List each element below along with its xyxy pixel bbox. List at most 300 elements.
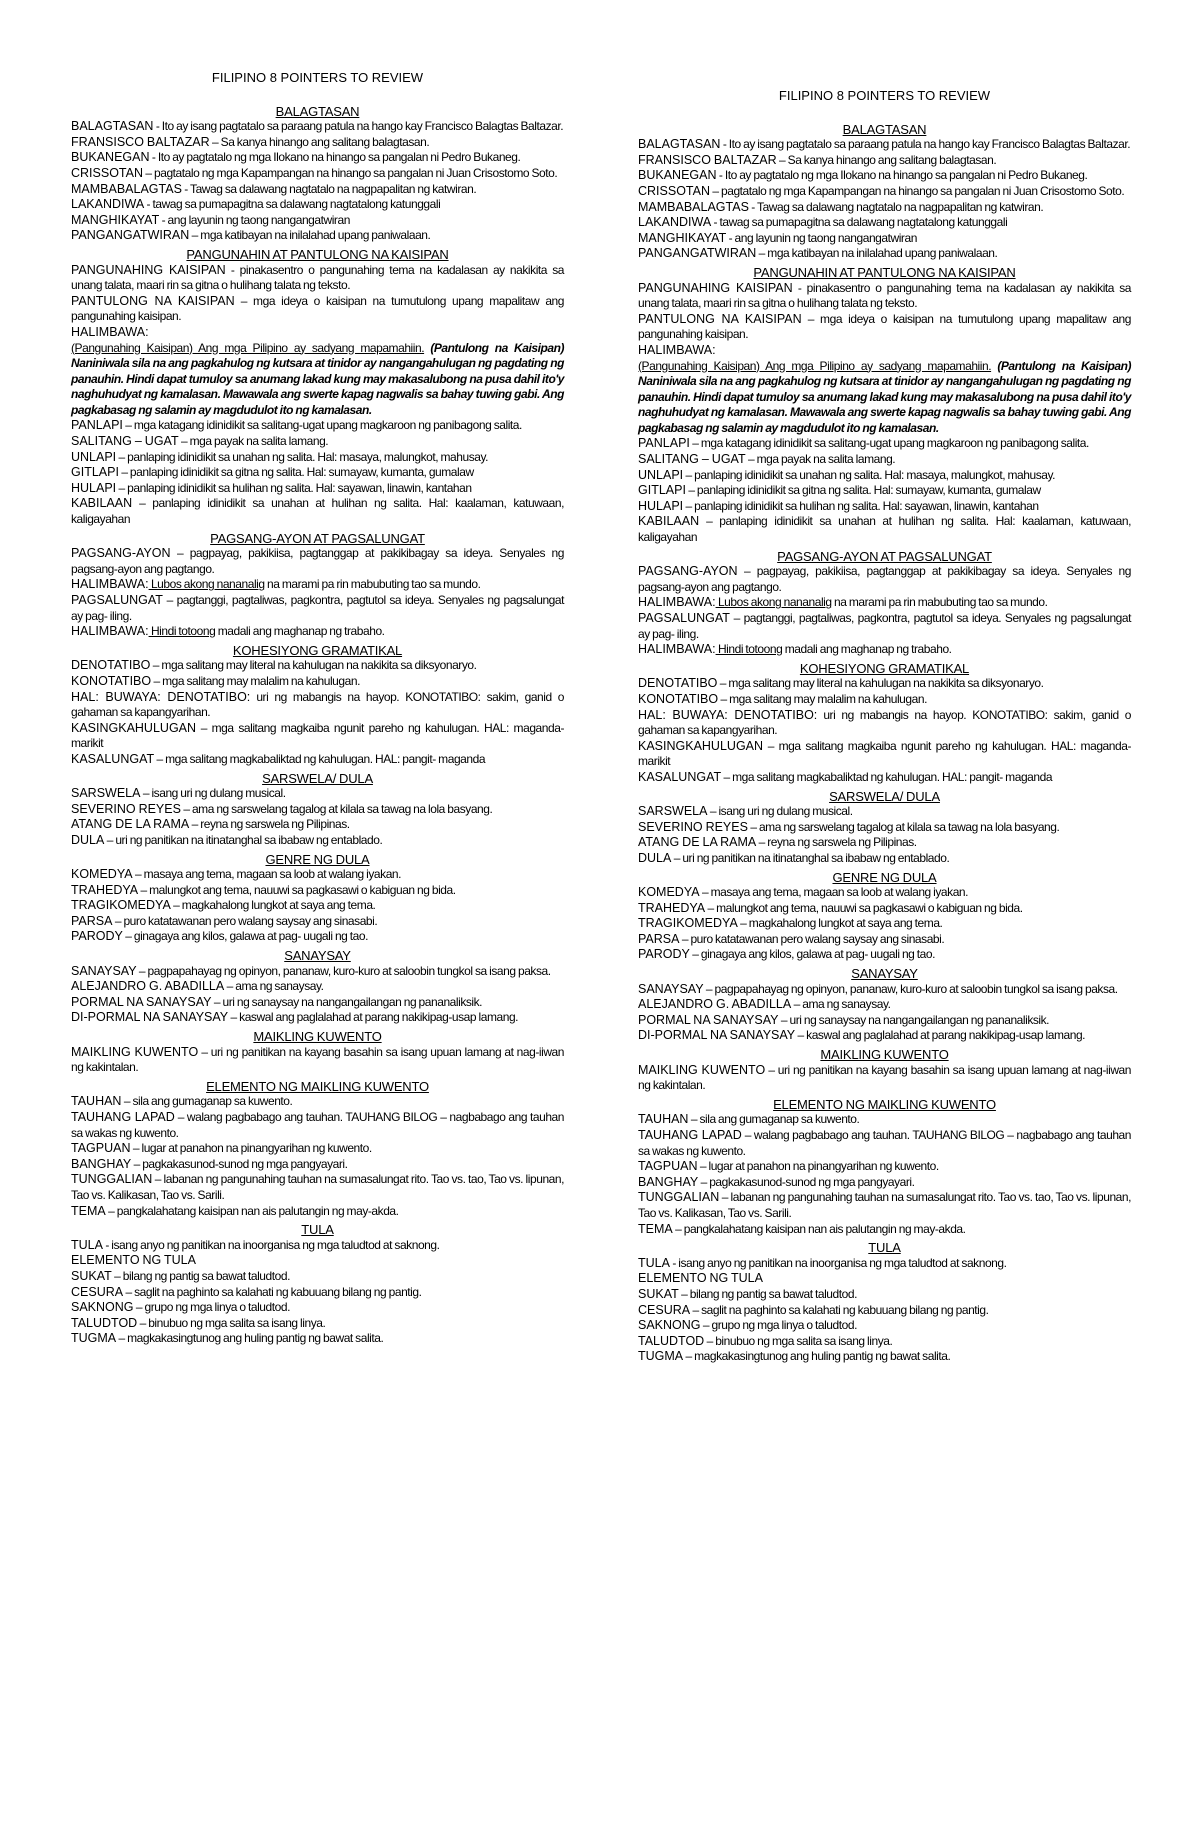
definition-term: TEMA — [71, 1203, 106, 1218]
definition-paragraph — [71, 1316, 564, 1332]
definition-term: DULA — [71, 832, 105, 847]
definition-paragraph — [638, 642, 1131, 658]
definition-term: MANGHIKAYAT — [71, 212, 160, 227]
document-title — [638, 88, 1131, 104]
definition-paragraph — [638, 916, 1131, 932]
definition-term: KASALUNGAT — [71, 751, 155, 766]
italic-example: (Pantulong na Kaisipan) Naniniwala sila na ang pagkahulog ng kutsara at tinidor ay nangangahulugan ng pagdating ng panauhin. Hindi dapat tumuloy sa anumang lakad kung may makasalubong na pusa dahil ito'y naghuhudyat ng kamalasan. Mawawala ang swerte kapag nagwalis sa bahay tuwing gabi. Ang pagkabasag ng salamin ay magdudulot ito ng kamalasan. — [638, 358, 1132, 435]
definition-term: UNLAPI — [71, 449, 117, 464]
definition-term: CRISSOTAN — [638, 183, 710, 198]
definition-paragraph — [71, 1141, 564, 1157]
definition-text: – mga katagang idinidikit sa salitang-ugat upang magkaroon ng panibagong salita. — [122, 418, 522, 433]
definition-term: DI-PORMAL NA SANAYSAY — [71, 1010, 229, 1025]
definition-paragraph — [638, 739, 1131, 770]
definition-paragraph — [638, 901, 1131, 917]
definition-paragraph — [71, 496, 564, 527]
definition-term: CRISSOTAN — [71, 165, 143, 180]
definition-term: MAMBABALAGTAS — [71, 181, 182, 196]
definition-paragraph — [638, 595, 1131, 611]
definition-term: HAL: BUWAYA: DENOTATIBO: — [71, 689, 251, 704]
definition-term: HALIMBAWA: — [638, 342, 716, 357]
definition-text: – ama ng sanaysay. — [791, 997, 891, 1012]
definition-term: TUGMA — [638, 1349, 684, 1364]
definition-paragraph — [71, 481, 564, 497]
definition-text: – isang uri ng dulang musical. — [707, 804, 853, 819]
definition-term: PANGANGATWIRAN — [71, 228, 190, 243]
definition-text: - pinakasentro o pangunahing tema na kadalasan ay nakikita sa unang talata, maari rin sa gitna o hulihang talata ng teksto. — [638, 280, 1132, 311]
definition-paragraph — [638, 997, 1131, 1013]
definition-term: KASALUNGAT — [638, 769, 722, 784]
definition-term: FRANSISCO BALTAZAR — [71, 134, 210, 149]
definition-text: – mga katibayan na inilalahad upang paniwalaan. — [756, 246, 998, 261]
section-heading: ELEMENTO NG MAIKLING KUWENTO — [773, 1096, 996, 1112]
definition-text: – panlaping idinidikit sa hulihan ng salita. Hal: sayawan, linawin, kantahan — [683, 498, 1039, 513]
definition-paragraph — [71, 197, 564, 213]
definition-term: MANGHIKAYAT — [638, 230, 727, 245]
definition-text: - Ito ay pagtatalo ng mga Ilokano na hinango sa pangalan ni Pedro Bukaneg. — [149, 150, 521, 165]
definition-term: PAGSANG-AYON — [71, 546, 171, 561]
definition-paragraph — [71, 1204, 564, 1220]
definition-term: PANGUNAHING KAISIPAN — [638, 280, 793, 295]
definition-text: – uri ng sanaysay na nangangailangan ng pananaliksik. — [211, 994, 483, 1009]
definition-term: TAGPUAN — [638, 1159, 698, 1174]
definition-text: – pagtatalo ng mga Kapampangan na hinango sa pangalan ni Juan Crisostomo Soto. — [710, 183, 1125, 198]
definition-term: ELEMENTO NG TULA — [638, 1271, 763, 1286]
document-title — [71, 70, 564, 86]
definition-text: - pinakasentro o pangunahing tema na kadalasan ay nakikita sa unang talata, maari rin sa gitna o hulihang talata ng teksto. — [71, 262, 565, 293]
definition-paragraph — [638, 231, 1131, 247]
definition-term: TALUDTOD — [638, 1333, 705, 1348]
definition-text: – mga salitang magkaiba ngunit pareho ng kahulugan. HAL: maganda- marikit — [638, 738, 1131, 769]
definition-term: SANAYSAY — [71, 963, 137, 978]
definition-paragraph — [638, 692, 1131, 708]
definition-paragraph — [638, 851, 1131, 867]
definition-paragraph — [71, 1253, 564, 1269]
definition-term: PANLAPI — [71, 418, 123, 433]
definition-paragraph — [71, 721, 564, 752]
definition-text: – panlaping idinidikit sa gitna ng salita. Hal: sumayaw, kumanta, gumalaw — [118, 465, 474, 480]
definition-term: DULA — [638, 850, 672, 865]
definition-paragraph — [71, 450, 564, 466]
definition-paragraph — [71, 752, 564, 768]
section-heading: TULA — [868, 1240, 901, 1256]
definition-text: – uri ng panitikan na itinatanghal sa ibabaw ng entablado. — [104, 832, 383, 847]
definition-paragraph — [638, 1175, 1131, 1191]
definition-term: PAGSALUNGAT — [638, 611, 730, 625]
definition-term: KABILAAN — [638, 514, 700, 529]
definition-term: SAKNONG — [638, 1318, 701, 1333]
definition-term: HALIMBAWA: — [71, 324, 149, 339]
definition-term: KONOTATIBO — [71, 673, 152, 688]
definition-paragraph — [638, 1013, 1131, 1029]
definition-paragraph — [638, 483, 1131, 499]
definition-paragraph — [638, 1349, 1131, 1365]
definition-term: SALITANG – UGAT — [638, 452, 746, 467]
definition-text: – binubuo ng mga salita sa isang linya. — [704, 1333, 893, 1348]
definition-text: – reyna ng sarswela ng Pilipinas. — [189, 817, 350, 832]
definition-term: BALAGTASAN — [638, 137, 721, 152]
definition-text: – ama ng sarswelang tagalog at kilala sa tawag na lola basyang. — [180, 801, 493, 816]
definition-term: BUKANEGAN — [71, 150, 150, 165]
definition-paragraph — [71, 674, 564, 690]
definition-paragraph — [71, 465, 564, 481]
definition-term: KOMEDYA — [638, 885, 700, 900]
definition-term: PAGSANG-AYON — [638, 564, 738, 579]
definition-text: – masaya ang tema, magaan sa loob at walang iyakan. — [699, 885, 969, 900]
underlined-phrase: (Pangunahing Kaisipan) Ang mga Pilipino ay sadyang mapamahiin. — [638, 358, 992, 373]
definition-term: HAL: BUWAYA: DENOTATIBO: — [638, 707, 818, 722]
definition-term: CESURA — [71, 1284, 124, 1299]
definition-term: BALAGTASAN — [71, 119, 154, 134]
definition-paragraph — [71, 1172, 564, 1203]
definition-text: – malungkot ang tema, nauuwi sa pagkasawi o kabiguan ng bida. — [138, 882, 456, 897]
definition-paragraph — [71, 1094, 564, 1110]
definition-text: – binubuo ng mga salita sa isang linya. — [137, 1315, 326, 1330]
definition-paragraph — [71, 213, 564, 229]
definition-term: TUGMA — [71, 1331, 117, 1346]
definition-text: - tawag sa pumapagitna sa dalawang nagtatalong katunggali — [144, 197, 441, 212]
definition-paragraph — [71, 964, 564, 980]
definition-term: PANTULONG NA KAISIPAN — [71, 293, 235, 308]
section-heading: MAIKLING KUWENTO — [253, 1029, 382, 1045]
definition-text: – mga salitang may malalim na kahulugan. — [718, 691, 927, 706]
underlined-phrase: (Pangunahing Kaisipan) Ang mga Pilipino ay sadyang mapamahiin. — [71, 340, 425, 355]
definition-text: – kaswal ang paglalahad at parang nakikipag-usap lamang. — [228, 1010, 519, 1025]
definition-paragraph — [638, 359, 1131, 437]
definition-text: – panlaping idinidikit sa unahan ng salita. Hal: masaya, malungkot, mahusay. — [116, 449, 489, 464]
definition-paragraph — [71, 624, 564, 640]
definition-text: – Sa kanya hinango ang salitang balagtasan. — [209, 134, 430, 149]
definition-text: – panlaping idinidikit sa hulihan ng salita. Hal: sayawan, linawin, kantahan — [116, 480, 472, 495]
definition-paragraph — [638, 514, 1131, 545]
section-heading: PAGSANG-AYON AT PAGSALUNGAT — [777, 548, 992, 564]
definition-paragraph — [638, 137, 1131, 153]
definition-text: – pagpayag, pakikiisa, pagtanggap at pakikibagay sa ideya. Senyales ng pagsang-ayon ang pagtango. — [71, 546, 564, 576]
definition-paragraph — [638, 1063, 1131, 1094]
definition-paragraph — [71, 1331, 564, 1347]
definition-term: TRAHEDYA — [638, 900, 706, 915]
definition-term: UNLAPI — [638, 467, 684, 482]
definition-term: BANGHAY — [638, 1174, 699, 1189]
definition-text: - ang layunin ng taong nangangatwiran — [159, 212, 350, 227]
definition-paragraph — [638, 564, 1131, 595]
section-heading: PAGSANG-AYON AT PAGSALUNGAT — [210, 530, 425, 546]
definition-term: TRAHEDYA — [71, 882, 139, 897]
definition-term: PARODY — [71, 929, 123, 944]
definition-paragraph — [638, 200, 1131, 216]
definition-paragraph — [638, 835, 1131, 851]
definition-paragraph — [71, 1238, 564, 1254]
definition-text: – magkahalong lungkot at saya ang tema. — [737, 916, 943, 931]
definition-text: – grupo ng mga linya o taludtod. — [133, 1300, 290, 1315]
definition-text: na marami pa rin mabubuting tao sa mundo. — [264, 577, 481, 592]
definition-term: ALEJANDRO G. ABADILLA — [71, 979, 225, 994]
definition-text: na marami pa rin mabubuting tao sa mundo. — [831, 595, 1048, 610]
definition-paragraph — [638, 153, 1131, 169]
definition-term: DENOTATIBO — [638, 676, 718, 691]
definition-term: TUNGGALIAN — [71, 1172, 153, 1187]
definition-text: – Sa kanya hinango ang salitang balagtasan. — [776, 152, 997, 167]
definition-text: – kaswal ang paglalahad at parang nakikipag-usap lamang. — [795, 1028, 1086, 1043]
definition-term: TAUHANG LAPAD — [638, 1128, 742, 1142]
definition-paragraph — [638, 1159, 1131, 1175]
definition-paragraph — [638, 1222, 1131, 1238]
definition-paragraph — [71, 182, 564, 198]
definition-paragraph — [71, 546, 564, 577]
definition-text: uri ng mabangis na hayop. KONOTATIBO: sakim, ganid o gahaman sa kapangyarihan. — [638, 707, 1131, 738]
definition-paragraph — [71, 690, 564, 721]
document-title-text: FILIPINO 8 POINTERS TO REVIEW — [211, 70, 424, 85]
definition-text: – mga salitang may literal na kahulugan na nakikita sa diksyonaryo. — [717, 676, 1044, 691]
definition-term: TUNGGALIAN — [638, 1190, 720, 1205]
definition-text: – reyna ng sarswela ng Pilipinas. — [756, 835, 917, 850]
definition-paragraph — [638, 1318, 1131, 1334]
definition-text: – panlaping idinidikit sa unahan at hulihan ng salita. Hal: kaalaman, katuwaan, kaligayahan — [71, 496, 564, 527]
section-heading: BALAGTASAN — [275, 103, 360, 119]
underlined-phrase: Lubos akong nananalig — [148, 577, 265, 592]
definition-term: SARSWELA — [71, 786, 141, 801]
definition-paragraph — [71, 1010, 564, 1026]
definition-text: – mga salitang may literal na kahulugan na nakikita sa diksyonaryo. — [150, 658, 477, 673]
definition-text: – ama ng sanaysay. — [224, 979, 324, 994]
definition-text: – pangkalahatang kaisipan nan ais palutangin ng may-akda. — [105, 1203, 399, 1218]
definition-term: HALIMBAWA: — [71, 577, 149, 592]
page-column-left — [71, 70, 564, 1347]
section-heading: BALAGTASAN — [842, 121, 927, 137]
definition-text: – panlaping idinidikit sa unahan at hulihan ng salita. Hal: kaalaman, katuwaan, kaligayahan — [638, 514, 1131, 545]
definition-paragraph — [638, 499, 1131, 515]
definition-text: – magkakasingtunog ang huling pantig ng bawat salita. — [116, 1331, 384, 1346]
definition-text: - isang anyo ng panitikan na inoorganisa ng mga taludtod at saknong. — [102, 1237, 440, 1252]
definition-paragraph — [638, 1334, 1131, 1350]
definition-paragraph — [638, 246, 1131, 262]
definition-term: TALUDTOD — [71, 1315, 138, 1330]
definition-term: SEVERINO REYES — [638, 819, 748, 834]
italic-example: (Pantulong na Kaisipan) Naniniwala sila na ang pagkahulog ng kutsara at tinidor ay nangangahulugan ng pagdating ng panauhin. Hindi dapat tumuloy sa anumang lakad kung may makasalubong na pusa dahil ito'y naghuhudyat ng kamalasan. Mawawala ang swerte kapag nagwalis sa bahay tuwing gabi. Ang pagkabasag ng salamin ay magdudulot ito ng kamalasan. — [71, 340, 565, 417]
definition-paragraph — [71, 228, 564, 244]
definition-text: – magkakasingtunog ang huling pantig ng bawat salita. — [683, 1349, 951, 1364]
definition-term: GITLAPI — [638, 483, 686, 498]
definition-text: – grupo ng mga linya o taludtod. — [700, 1318, 857, 1333]
page-column-right — [638, 88, 1131, 1365]
definition-term: PANGANGATWIRAN — [638, 246, 757, 261]
definition-text: – pagpapahayag ng opinyon, pananaw, kuro-kuro at saloobin tungkol sa isang paksa. — [136, 963, 551, 978]
definition-paragraph — [638, 1190, 1131, 1221]
section-heading: GENRE NG DULA — [265, 851, 370, 867]
definition-text: – lugar at panahon na pinangyarihan ng kuwento. — [130, 1141, 372, 1156]
definition-term: TAUHAN — [71, 1094, 122, 1109]
definition-text: – pagkakasunod-sunod ng mga pangyayari. — [131, 1156, 348, 1171]
definition-text: – sila ang gumaganap sa kuwento. — [121, 1094, 293, 1109]
underlined-phrase: Hindi totoong — [148, 624, 216, 639]
section-heading: GENRE NG DULA — [832, 869, 937, 885]
definition-paragraph — [71, 593, 564, 624]
definition-text: – malungkot ang tema, nauuwi sa pagkasawi o kabiguan ng bida. — [705, 900, 1023, 915]
definition-paragraph — [638, 770, 1131, 786]
definition-paragraph — [71, 867, 564, 883]
definition-paragraph — [638, 708, 1131, 739]
definition-term: SUKAT — [71, 1268, 112, 1283]
definition-paragraph — [638, 932, 1131, 948]
definition-paragraph — [638, 1303, 1131, 1319]
definition-paragraph — [638, 1128, 1131, 1159]
definition-paragraph — [638, 885, 1131, 901]
definition-text: – labanan ng pangunahing tauhan na sumasalungat rito. Tao vs. tao, Tao vs. lipunan, Tao vs. Kalikasan, Tao vs. Sarili. — [71, 1172, 564, 1202]
definition-paragraph — [71, 1300, 564, 1316]
definition-term: PORMAL NA SANAYSAY — [638, 1012, 779, 1027]
definition-text: – mga katibayan na inilalahad upang paniwalaan. — [189, 228, 431, 243]
definition-text: – mga payak na salita lamang. — [178, 434, 329, 449]
section-heading: SARSWELA/ DULA — [829, 788, 940, 804]
definition-text: – isang uri ng dulang musical. — [140, 786, 286, 801]
definition-term: DENOTATIBO — [71, 658, 151, 673]
section-heading: KOHESIYONG GRAMATIKAL — [799, 660, 970, 676]
definition-term: MAIKLING KUWENTO — [71, 1044, 199, 1059]
definition-paragraph — [638, 184, 1131, 200]
definition-text: – panlaping idinidikit sa gitna ng salita. Hal: sumayaw, kumanta, gumalaw — [685, 483, 1041, 498]
definition-paragraph — [71, 995, 564, 1011]
section-heading: PANGUNAHIN AT PANTULONG NA KAISIPAN — [186, 246, 449, 262]
definition-text: - ang layunin ng taong nangangatwiran — [726, 230, 917, 245]
definition-paragraph — [638, 982, 1131, 998]
definition-paragraph — [638, 281, 1131, 312]
definition-term: TEMA — [638, 1221, 673, 1236]
definition-paragraph — [71, 341, 564, 419]
definition-paragraph — [71, 434, 564, 450]
definition-term: HALIMBAWA: — [638, 642, 716, 657]
definition-paragraph — [71, 817, 564, 833]
definition-paragraph — [638, 436, 1131, 452]
definition-text: – ginagaya ang kilos, galawa at pag- uugali ng tao. — [689, 947, 936, 962]
definition-text: – panlaping idinidikit sa unahan ng salita. Hal: masaya, malungkot, mahusay. — [683, 467, 1056, 482]
definition-paragraph — [71, 658, 564, 674]
definition-paragraph — [638, 947, 1131, 963]
definition-text: – mga salitang magkabaliktad ng kahulugan. HAL: pangit- maganda — [154, 751, 486, 766]
definition-text: – lugar at panahon na pinangyarihan ng kuwento. — [697, 1159, 939, 1174]
definition-paragraph — [71, 786, 564, 802]
definition-text: – mga payak na salita lamang. — [745, 452, 896, 467]
definition-paragraph — [71, 802, 564, 818]
definition-text: – pagpayag, pakikiisa, pagtanggap at pakikibagay sa ideya. Senyales ng pagsang-ayon ang pagtango. — [638, 564, 1131, 594]
definition-term: MAIKLING KUWENTO — [638, 1062, 766, 1077]
definition-term: HULAPI — [71, 480, 117, 495]
definition-paragraph — [638, 820, 1131, 836]
definition-paragraph — [71, 914, 564, 930]
definition-paragraph — [71, 979, 564, 995]
definition-text: – mga ideya o kaisipan na tumutulong upang mapalitaw ang pangunahing kaisipan. — [638, 311, 1131, 342]
definition-text: – uri ng panitikan na kayang basahin sa isang upuan lamang at nag-iiwan ng kakintalan. — [71, 1044, 564, 1075]
document-title-text: FILIPINO 8 POINTERS TO REVIEW — [778, 88, 991, 103]
definition-term: DI-PORMAL NA SANAYSAY — [638, 1028, 796, 1043]
section-heading: ELEMENTO NG MAIKLING KUWENTO — [206, 1078, 429, 1094]
definition-text: – pagtatalo ng mga Kapampangan na hinango sa pangalan ni Juan Crisostomo Soto. — [143, 165, 558, 180]
definition-text: – mga salitang may malalim na kahulugan. — [151, 673, 360, 688]
underlined-phrase: Lubos akong nananalig — [715, 595, 832, 610]
definition-text: – uri ng panitikan na itinatanghal sa ibabaw ng entablado. — [671, 850, 950, 865]
definition-term: SANAYSAY — [638, 981, 704, 996]
definition-term: TAUHANG LAPAD — [71, 1110, 175, 1124]
definition-term: KONOTATIBO — [638, 691, 719, 706]
definition-paragraph — [71, 263, 564, 294]
definition-paragraph — [638, 611, 1131, 642]
definition-term: TULA — [71, 1237, 103, 1252]
definition-term: PARSA — [638, 931, 680, 946]
section-heading: SANAYSAY — [284, 948, 351, 964]
definition-text: – walang pagbabago ang tauhan. TAUHANG BILOG – nagbabago ang tauhan sa wakas ng kuwento. — [638, 1128, 1131, 1158]
definition-paragraph — [71, 150, 564, 166]
definition-text: - Ito ay isang pagtatalo sa paraang patula na hango kay Francisco Balagtas Baltazar. — [153, 119, 564, 134]
definition-paragraph — [71, 883, 564, 899]
definition-paragraph — [71, 166, 564, 182]
definition-paragraph — [638, 168, 1131, 184]
definition-term: PORMAL NA SANAYSAY — [71, 994, 212, 1009]
definition-text: – saglit na paghinto sa kalahati ng kabuuang bilang ng pantig. — [123, 1284, 422, 1299]
underlined-phrase: Hindi totoong — [715, 642, 783, 657]
definition-text: - Tawag sa dalawang nagtatalo na nagpapalitan ng katwiran. — [748, 199, 1044, 214]
definition-paragraph — [71, 577, 564, 593]
definition-term: PANLAPI — [638, 436, 690, 451]
definition-term: TAUHAN — [638, 1112, 689, 1127]
definition-term: PANTULONG NA KAISIPAN — [638, 311, 802, 326]
definition-term: PANGUNAHING KAISIPAN — [71, 262, 226, 277]
definition-paragraph — [71, 1110, 564, 1141]
definition-term: PARSA — [71, 913, 113, 928]
definition-text: – saglit na paghinto sa kalahati ng kabuuang bilang ng pantig. — [690, 1302, 989, 1317]
definition-term: HALIMBAWA: — [638, 595, 716, 610]
definition-text: – pagtanggi, pagtaliwas, pagkontra, pagtutol sa ideya. Senyales ng pagsalungat ay pag- iling. — [638, 611, 1131, 641]
definition-term: CESURA — [638, 1302, 691, 1317]
definition-term: KABILAAN — [71, 496, 133, 511]
definition-paragraph — [71, 1269, 564, 1285]
section-heading: SANAYSAY — [851, 966, 918, 982]
definition-text: – pagkakasunod-sunod ng mga pangyayari. — [698, 1174, 915, 1189]
definition-term: FRANSISCO BALTAZAR — [638, 152, 777, 167]
definition-text: – mga salitang magkabaliktad ng kahulugan. HAL: pangit- maganda — [721, 769, 1053, 784]
definition-text: – puro katatawanan pero walang saysay ang sinasabi. — [679, 931, 945, 946]
definition-paragraph — [638, 1256, 1131, 1272]
definition-term: SALITANG – UGAT — [71, 434, 179, 449]
definition-paragraph — [638, 1028, 1131, 1044]
definition-text: uri ng mabangis na hayop. KONOTATIBO: sakim, ganid o gahaman sa kapangyarihan. — [71, 689, 564, 720]
section-heading: TULA — [301, 1222, 334, 1238]
definition-term: TRAGIKOMEDYA — [71, 898, 171, 913]
definition-text: – magkahalong lungkot at saya ang tema. — [170, 898, 376, 913]
definition-paragraph — [638, 1112, 1131, 1128]
definition-text: – mga salitang magkaiba ngunit pareho ng kahulugan. HAL: maganda- marikit — [71, 720, 564, 751]
definition-term: KASINGKAHULUGAN — [638, 738, 764, 753]
definition-term: HULAPI — [638, 498, 684, 513]
definition-paragraph — [71, 929, 564, 945]
definition-paragraph — [638, 312, 1131, 343]
definition-term: KOMEDYA — [71, 867, 133, 882]
definition-text: madali ang maghanap ng trabaho. — [215, 624, 385, 639]
definition-text: – ama ng sarswelang tagalog at kilala sa tawag na lola basyang. — [747, 819, 1060, 834]
section-heading: MAIKLING KUWENTO — [820, 1047, 949, 1063]
definition-term: PAGSALUNGAT — [71, 593, 163, 607]
definition-paragraph — [71, 1285, 564, 1301]
definition-term: TRAGIKOMEDYA — [638, 916, 738, 931]
definition-text: – walang pagbabago ang tauhan. TAUHANG BILOG – nagbabago ang tauhan sa wakas ng kuwento. — [71, 1110, 564, 1140]
definition-term: SARSWELA — [638, 804, 708, 819]
definition-text: madali ang maghanap ng trabaho. — [782, 642, 952, 657]
definition-text: – uri ng sanaysay na nangangailangan ng pananaliksik. — [778, 1012, 1050, 1027]
definition-text: – mga katagang idinidikit sa salitang-ugat upang magkaroon ng panibagong salita. — [689, 436, 1089, 451]
definition-paragraph — [638, 468, 1131, 484]
definition-text: – bilang ng pantig sa bawat taludtod. — [111, 1268, 290, 1283]
definition-paragraph — [638, 1287, 1131, 1303]
definition-text: – puro katatawanan pero walang saysay ang sinasabi. — [112, 913, 378, 928]
definition-term: TULA — [638, 1255, 670, 1270]
